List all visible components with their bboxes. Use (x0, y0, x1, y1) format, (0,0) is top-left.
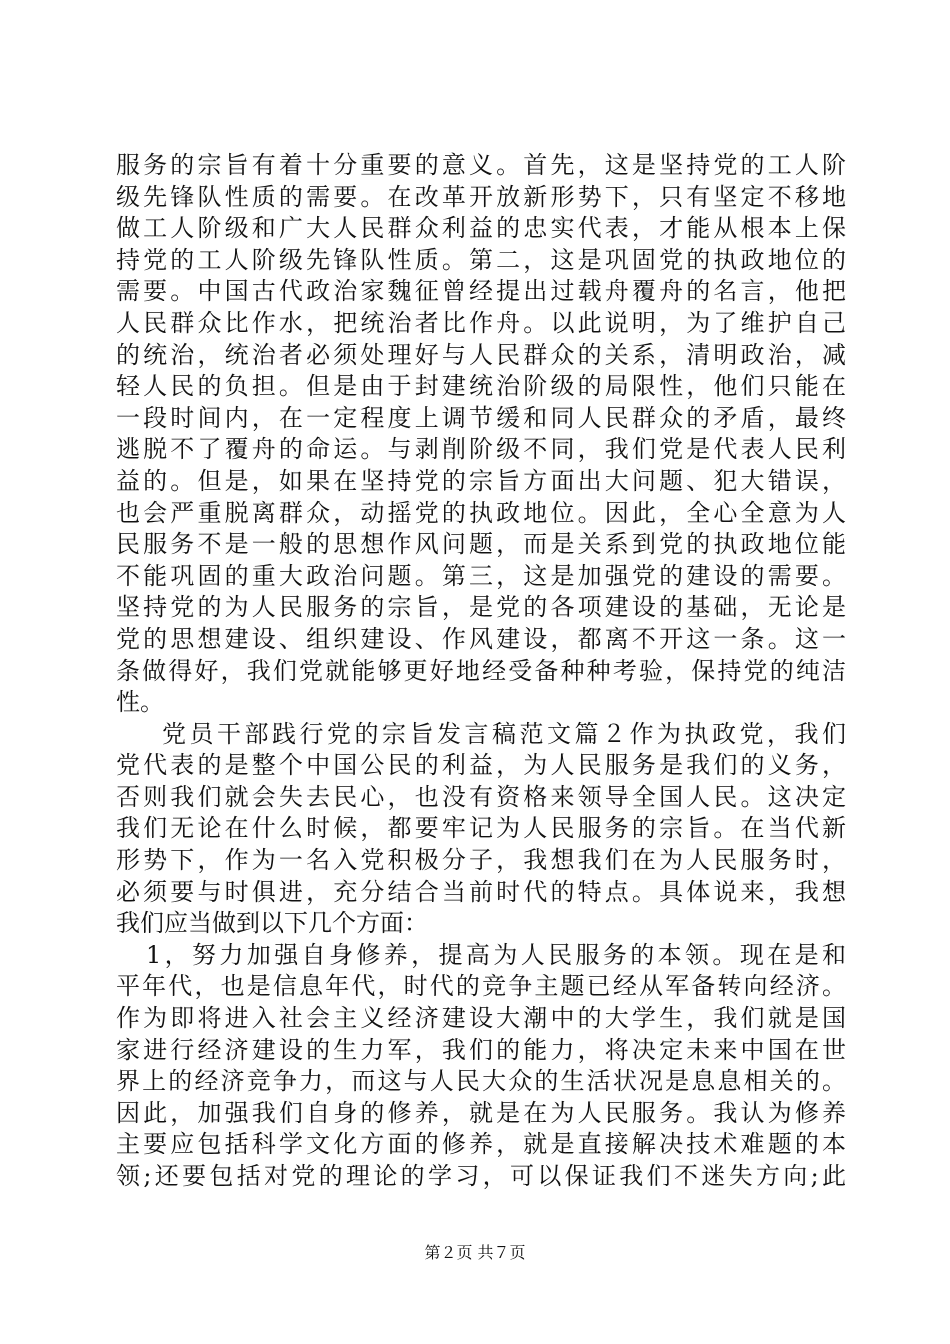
text-line: 需要。中国古代政治家魏征曾经提出过载舟覆舟的名言，他把 (116, 277, 846, 306)
page-number-label: 第２页 共７页 (424, 1243, 526, 1262)
text-line: 形势下，作为一名入党积极分子，我想我们在为人民服务时， (116, 846, 846, 875)
text-line: 平年代，也是信息年代，时代的竞争主题已经从军备转向经济。 (116, 972, 846, 1001)
paragraph-start-line: 1，努力加强自身修养，提高为人民服务的本领。现在是和 (146, 940, 846, 969)
text-line: 持党的工人阶级先锋队性质。第二，这是巩固党的执政地位的 (116, 245, 846, 274)
text-line: 性。 (116, 688, 164, 717)
text-line: 作为即将进入社会主义经济建设大潮中的大学生，我们就是国 (116, 1004, 846, 1033)
text-line: 逃脱不了覆舟的命运。与剥削阶级不同，我们党是代表人民利 (116, 435, 846, 464)
text-line: 界上的经济竞争力，而这与人民大众的生活状况是息息相关的。 (116, 1067, 846, 1096)
text-line: 轻人民的负担。但是由于封建统治阶级的局限性，他们只能在 (116, 372, 846, 401)
text-line: 做工人阶级和广大人民群众利益的忠实代表，才能从根本上保 (116, 214, 846, 243)
document-body (116, 150, 846, 1193)
text-line: 坚持党的为人民服务的宗旨，是党的各项建设的基础，无论是 (116, 593, 846, 622)
text-line: 家进行经济建设的生力军，我们的能力，将决定未来中国在世 (116, 1035, 846, 1064)
text-line: 党代表的是整个中国公民的利益，为人民服务是我们的义务， (116, 751, 846, 780)
text-line: 党的思想建设、组织建设、作风建设，都离不开这一条。这一 (116, 624, 846, 653)
text-line: 我们无论在什么时候，都要牢记为人民服务的宗旨。在当代新 (116, 814, 846, 843)
text-line: 条做得好，我们党就能够更好地经受备种种考验，保持党的纯洁 (116, 656, 846, 685)
text-line: 的统治，统治者必须处理好与人民群众的关系，清明政治，减 (116, 340, 846, 369)
text-line: 领;还要包括对党的理论的学习，可以保证我们不迷失方向;此 (116, 1162, 846, 1190)
text-line: 也会严重脱离群众，动摇党的执政地位。因此，全心全意为人 (116, 498, 846, 527)
text-line: 不能巩固的重大政治问题。第三，这是加强党的建设的需要。 (116, 561, 846, 590)
text-line: 服务的宗旨有着十分重要的意义。首先，这是坚持党的工人阶 (116, 151, 846, 179)
text-line: 因此，加强我们自身的修养，就是在为人民服务。我认为修养 (116, 1098, 846, 1127)
text-line: 否则我们就会失去民心，也没有资格来领导全国人民。这决定 (116, 782, 846, 811)
text-line: 民服务不是一般的思想作风问题，而是关系到党的执政地位能 (116, 530, 846, 559)
text-line: 一段时间内，在一定程度上调节缓和同人民群众的矛盾，最终 (116, 403, 846, 432)
page-footer (0, 1243, 950, 1263)
text-line: 必须要与时俱进，充分结合当前时代的特点。具体说来，我想 (116, 877, 846, 906)
text-line: 我们应当做到以下几个方面： (116, 909, 428, 938)
text-line: 人民群众比作水，把统治者比作舟。以此说明，为了维护自己 (116, 308, 846, 337)
paragraph-start-line: 党员干部践行党的宗旨发言稿范文篇２作为执政党，我们 (162, 719, 846, 748)
text-line: 主要应包括科学文化方面的修养，就是直接解决技术难题的本 (116, 1130, 846, 1159)
text-line: 益的。但是，如果在坚持党的宗旨方面出大问题、犯大错误， (116, 466, 846, 495)
text-line: 级先锋队性质的需要。在改革开放新形势下，只有坚定不移地 (116, 182, 846, 211)
